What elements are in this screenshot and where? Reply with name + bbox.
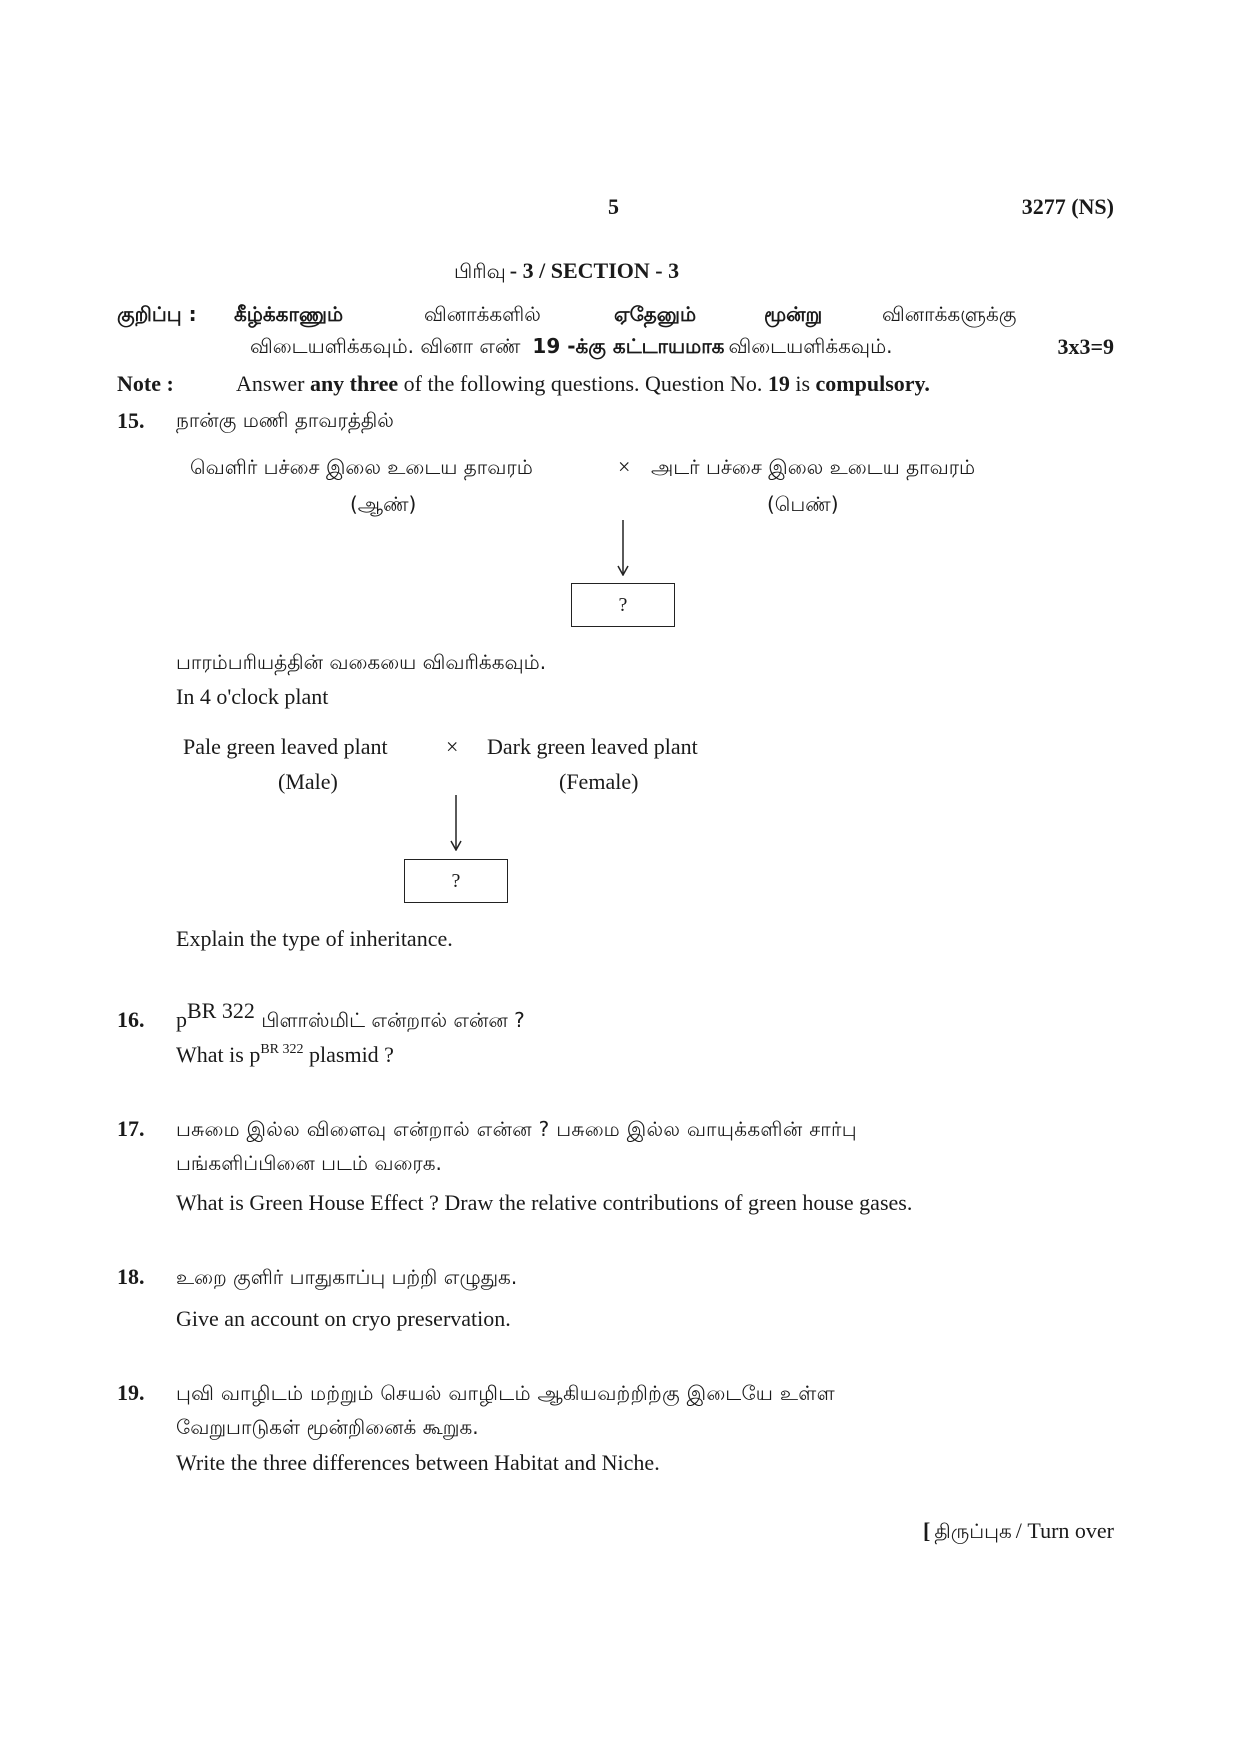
instruction-text: விடையளிக்கவும். வினா எண் — [250, 334, 521, 358]
cross-symbol: × — [446, 734, 459, 759]
page-number: 5 — [608, 194, 619, 219]
note-part: 19 — [767, 371, 790, 396]
instruction-word: வினாக்களில் — [424, 302, 541, 326]
instruction-word: மூன்று — [764, 302, 823, 326]
note-part: of the following questions. Question No. — [403, 371, 763, 396]
q15-male-en: (Male) — [278, 769, 338, 794]
marks: 3x3=9 — [1057, 334, 1114, 359]
q16-en-rest: plasmid ? — [303, 1042, 394, 1067]
q16-superscript: BR 322 — [260, 1042, 304, 1057]
instruction-word: ஏதேனும் — [614, 302, 697, 326]
section-title — [454, 258, 679, 286]
q17-ta-line1: பசுமை இல்ல விளைவு என்றால் என்ன ? பசுமை இல்ல வாயுக்களின் சார்பு — [176, 1117, 857, 1141]
q15-cross-right-ta: அடர் பச்சை இலை உடைய தாவரம் — [651, 455, 976, 479]
q19-en: Write the three differences between Habitat and Niche. — [176, 1450, 660, 1475]
question-number: 15. — [117, 408, 145, 433]
cross-symbol: × — [618, 454, 631, 479]
instruction-word: கீழ்க்காணும் — [234, 302, 344, 326]
down-arrow-icon — [617, 520, 629, 576]
note-label: Note : — [117, 371, 174, 396]
q16-superscript: BR 322 — [187, 998, 255, 1023]
q16-ta-rest: பிளாஸ்மிட் என்றால் என்ன ? — [254, 1008, 525, 1032]
instruction-label-ta: குறிப்பு : — [117, 302, 197, 326]
note-part: compulsory. — [815, 371, 930, 396]
note-part: Answer — [236, 371, 305, 396]
instruction-line-2 — [250, 334, 893, 361]
q16-p: p — [176, 1007, 187, 1032]
turn-over-ta: திருப்புக — [934, 1519, 1012, 1543]
q15-question-en: Explain the type of inheritance. — [176, 926, 453, 951]
q19-ta-line1: புவி வாழிடம் மற்றும் செயல் வாழிடம் ஆகியவற்றிற்கு இடையே உள்ள — [176, 1381, 835, 1405]
q15-question-ta: பாரம்பரியத்தின் வகையை விவரிக்கவும். — [176, 650, 547, 674]
down-arrow-icon — [450, 795, 462, 851]
q18-en: Give an account on cryo preservation. — [176, 1306, 511, 1331]
section-title-ta: பிரிவு — [454, 259, 506, 283]
question-number: 18. — [117, 1264, 145, 1289]
question-number: 19. — [117, 1380, 145, 1405]
instruction-word: வினாக்களுக்கு — [882, 302, 1017, 326]
q16-en-pre: What is p — [176, 1042, 261, 1067]
turn-over-bracket: [ — [922, 1518, 931, 1543]
q16-ta — [176, 998, 525, 1035]
q17-ta-line2: பங்களிப்பினை படம் வரைக. — [176, 1151, 442, 1175]
q15-male-ta: (ஆண்) — [350, 492, 417, 516]
q16-en — [176, 1042, 394, 1068]
q15-result-box-ta: ? — [571, 583, 675, 627]
section-title-en: - 3 / SECTION - 3 — [509, 258, 680, 283]
turn-over-en: / Turn over — [1015, 1518, 1114, 1543]
q15-female-en: (Female) — [559, 769, 639, 794]
note-part: any three — [309, 371, 399, 396]
q15-cross-left-ta: வெளிர் பச்சை இலை உடைய தாவரம் — [190, 455, 533, 479]
q15-intro-ta: நான்கு மணி தாவரத்தில் — [176, 408, 394, 432]
question-number: 17. — [117, 1116, 145, 1141]
instruction-text: விடையளிக்கவும். — [728, 334, 893, 358]
q19-ta-line2: வேறுபாடுகள் மூன்றினைக் கூறுக. — [176, 1415, 479, 1439]
turn-over — [923, 1518, 1114, 1546]
q17-en: What is Green House Effect ? Draw the relative contributions of green house gases. — [176, 1190, 913, 1215]
note-part: is — [795, 371, 811, 396]
q15-female-ta: (பெண்) — [767, 492, 839, 516]
q15-intro-en: In 4 o'clock plant — [176, 684, 329, 709]
question-number: 16. — [117, 1007, 145, 1032]
instruction-compulsory: 19 -க்கு கட்டாயமாக — [532, 334, 725, 358]
q15-cross-right-en: Dark green leaved plant — [487, 734, 698, 759]
q15-result-box-en: ? — [404, 859, 508, 903]
q15-cross-left-en: Pale green leaved plant — [183, 734, 388, 759]
q18-ta: உறை குளிர் பாதுகாப்பு பற்றி எழுதுக. — [176, 1265, 518, 1289]
paper-code: 3277 (NS) — [1021, 194, 1114, 219]
note-text — [236, 371, 930, 397]
